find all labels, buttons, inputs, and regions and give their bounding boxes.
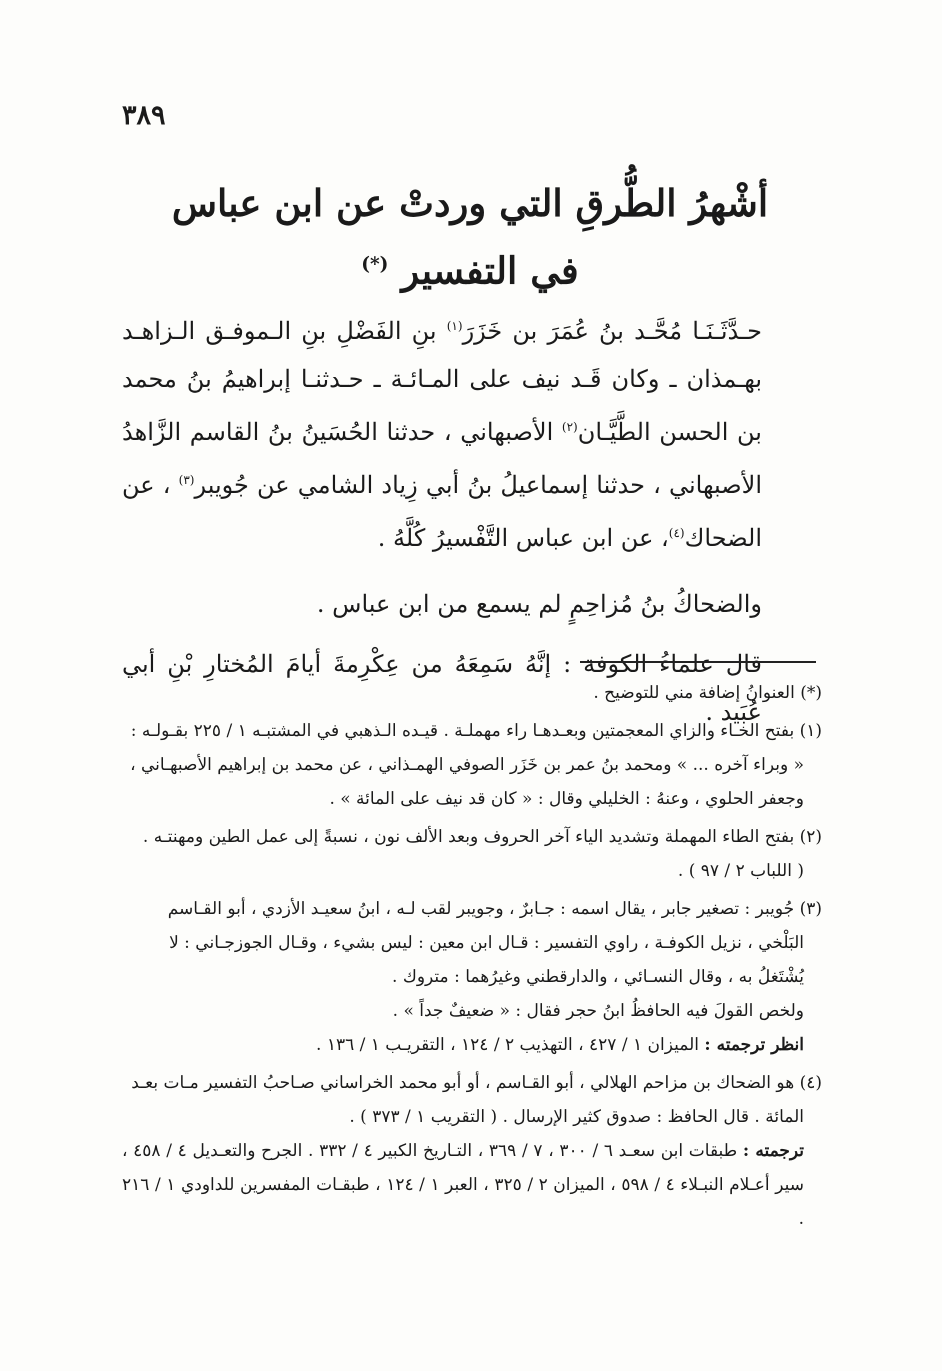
footnote-ref-3: (٣) <box>178 473 195 487</box>
footnote-2-line-1: (٢) بفتح الطاء المهملة وتشديد الياء آخر الحروف وبعد الألف نون ، نسبةً إلى عمل الطين ومهنتـه . <box>142 827 822 847</box>
isnad-part-2: بنِ الفَضْلِ بنِ الـموفـق الـزاهـد بهـمذان ـ وكان قَـد نيف على المـائـة ـ حـدثنـا إبراهيمُ بنُ محمد بن الحسن الطَّيَّـان <box>122 317 762 446</box>
footnote-3-ref-label: انظر ترجمته : <box>704 1035 804 1055</box>
title-line-2 <box>130 234 810 301</box>
main-text <box>122 302 822 736</box>
isnad-part-3: الأصبهاني ، حدثنا الحُسَينُ بنُ القاسم الزَّاهدُ الأصبهاني ، حدثنا إسماعيلُ بنُ أبي زِياد الشامي عن جُويبر <box>122 418 763 499</box>
footnote-4-ref-text: طبقات ابن سعـد ٦ / ٣٠٠ ، ٧ / ٣٦٩ ، التـاريخ الكبير ٤ / ٣٣٢ . الجرح والتعـديل ٤ / ٤٥٨ ، سير أعـلام النبـلاء ٤ / ٥٩٨ ، الميزان ٢ / ٣٢٥ ، العبر ١ / ١٢٤ ، طبقـات المفسرين للداودي ١ / ٢١٦ . <box>122 1141 804 1229</box>
footnote-3 <box>122 892 822 1062</box>
title-line-2-text: في التفسير <box>401 248 579 293</box>
footnote-1-line-1: (١) بفتح الخـاء والزاي المعجمتين وبعـدهـا راء مهملـة . قيـده الـذهبي في المشتبـه ١ / ٢٢٥ بقـولـه : <box>130 721 822 741</box>
footnote-ref-4: (٤) <box>668 526 685 540</box>
footnote-3-line-3: يُشْتَغلُ به ، وقال النسـائي ، والدارقطني وغيرُهما : متروك . <box>392 967 804 987</box>
footnote-3-line-2: البَلْخي ، نزيل الكوفـة ، راوي التفسير : قـال ابن معين : ليس بشيء ، وقـال الجوزجـاني : لا <box>169 933 804 953</box>
footnote-3-ref-text: الميزان ١ / ٤٢٧ ، التهذيب ٢ / ١٢٤ ، التقريـب ١ / ١٣٦ . <box>316 1035 705 1055</box>
chapter-title <box>130 172 810 301</box>
footnote-ref-1: (١) <box>446 319 463 333</box>
footnote-1-line-2: « وبراء آخره ... » ومحمد بنُ عمر بن خَزَر الصوفي الهمـذاني ، عن محمد بن إبراهيم الأصبهـاني ، <box>130 755 804 775</box>
footnote-ref-2: (٢) <box>561 420 578 434</box>
page-number: ٣٨٩ <box>122 100 166 131</box>
footnotes <box>122 676 822 1236</box>
isnad-part-4: ، عن الضحاك <box>122 471 762 552</box>
footnote-4-line-1: (٤) هو الضحاك بن مزاحم الهلالي ، أبو القـاسم ، أو أبو محمد الخراساني صـاحبُ التفسير مـات بعـد <box>131 1073 822 1093</box>
footnote-4-references <box>122 1134 822 1236</box>
footnote-2 <box>122 820 822 888</box>
footnote-4 <box>122 1066 822 1236</box>
paragraph-dahhak: والضحاكُ بنُ مُزاحِمٍ لم يسمع من ابن عباس . <box>316 590 762 618</box>
isnad-part-5: ، عن ابن عباس التَّفْسيرُ كُلَّهُ . <box>377 524 669 552</box>
isnad-part-1: حـدَّثَـنَـا مُحَّـد بنُ عُمَرَ بن خَزَرَ <box>462 317 763 345</box>
footnote-2-line-2: ( اللباب ٢ / ٩٧ ) . <box>677 861 804 881</box>
footnote-4-line-2: المائة . قال الحافظ : صدوق كثير الإرسال . ( التقريب ١ / ٣٧٣ ) . <box>349 1107 804 1127</box>
isnad-paragraph <box>122 302 822 562</box>
footnote-star: (*) العنوانُ إضافة مني للتوضيح . <box>593 683 822 703</box>
footnote-1 <box>122 714 822 816</box>
footnote-separator <box>580 661 816 663</box>
footnote-1-line-3: وجعفر الحلوي ، وعنهُ : الخليلي وقال : « كان قد نيف على المائة » . <box>329 789 804 809</box>
title-footnote-marker: (*) <box>361 254 389 275</box>
footnote-3-line-1: (٣) جُويبر : تصغير جابر ، يقال اسمه : جـابرٌ ، وجويبر لقب لـه ، ابنُ سعيـد الأزدي ، أبو القـاسم <box>167 899 822 919</box>
title-line-1: أشْهرُ الطُّرقِ التي وردتْ عن ابن عباس <box>171 181 769 225</box>
footnote-3-line-4: ولخص القولَ فيه الحافظُ ابنُ حجر فقال : « ضعيفٌ جداً » . <box>392 1001 804 1021</box>
footnote-3-references <box>122 1028 822 1062</box>
footnote-4-ref-label: ترجمته : <box>742 1141 805 1161</box>
paragraph-kufa-scholars: قال علماءُ الكوفة : إنَّهُ سَمِعَهُ من عِكْرِمةَ أيامَ المُختارِ بْنِ أبي عُبَيد . <box>122 650 762 726</box>
